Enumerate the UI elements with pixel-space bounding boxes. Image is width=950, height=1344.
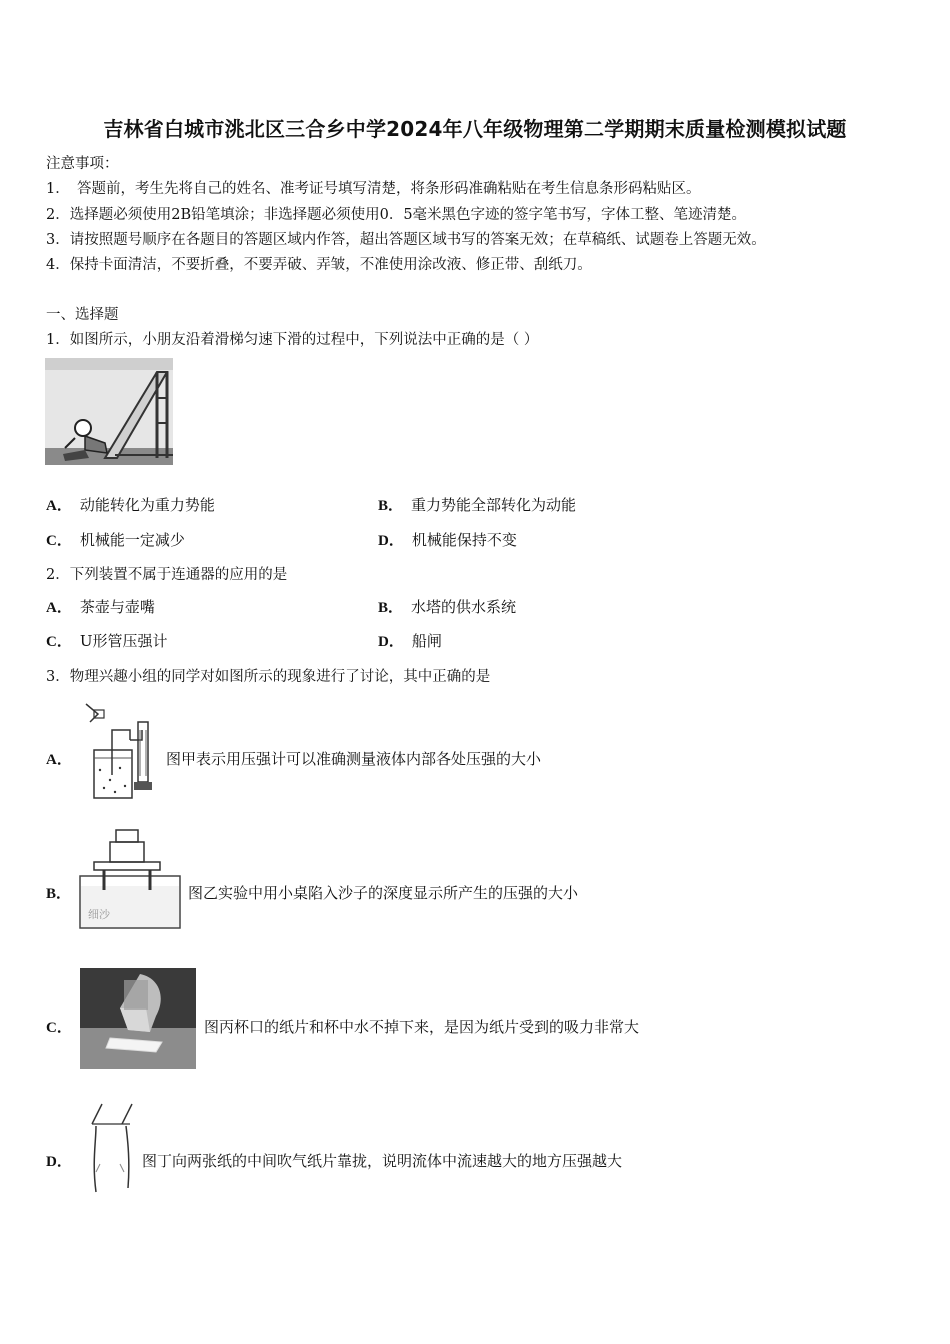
q3-option-c-label[interactable]: C． — [46, 1020, 72, 1036]
paper-sheets-figure — [86, 1102, 138, 1194]
note-item-1: 1． 答题前，考生先将自己的姓名、准考证号填写清楚，将条形码准确粘贴在考生信息条形码粘贴区。 — [46, 181, 701, 197]
q3-option-b-label[interactable]: B． — [46, 886, 72, 902]
note-item-4: 4．保持卡面清洁，不要折叠，不要弄破、弄皱，不准使用涂改液、修正带、刮纸刀。 — [46, 257, 592, 273]
q3-option-d-label[interactable]: D． — [46, 1154, 72, 1170]
q3-option-a-text: 图甲表示用压强计可以准确测量液体内部各处压强的大小 — [166, 750, 542, 768]
q1-option-d[interactable]: D． 机械能保持不变 — [378, 531, 517, 549]
q3-option-a-label[interactable]: A． — [46, 752, 72, 768]
q2-option-a[interactable]: A． 茶壶与壶嘴 — [46, 598, 155, 616]
pressure-gauge-figure — [80, 700, 160, 804]
q3-stem: 3．物理兴趣小组的同学对如图所示的现象进行了讨论，其中正确的是 — [46, 669, 491, 685]
q1-option-a[interactable]: A． 动能转化为重力势能 — [46, 496, 215, 514]
q2-option-c[interactable]: C． U形管压强计 — [46, 632, 168, 650]
sand-table-figure — [78, 826, 184, 930]
note-item-2: 2．选择题必须使用2B铅笔填涂；非选择题必须使用0．5毫米黑色字迹的签字笔书写，字体工整、笔迹清楚。 — [46, 207, 747, 223]
slide-figure — [45, 358, 173, 465]
q1-option-c[interactable]: C． 机械能一定减少 — [46, 531, 185, 549]
q1-option-b[interactable]: B． 重力势能全部转化为动能 — [378, 496, 577, 514]
q3-option-b-text: 图乙实验中用小桌陷入沙子的深度显示所产生的压强的大小 — [188, 884, 579, 902]
q2-option-d[interactable]: D． 船闸 — [378, 632, 442, 650]
sand-label: 细沙 — [88, 908, 110, 921]
section-heading: 一、选择题 — [46, 307, 119, 323]
q1-stem: 1．如图所示，小朋友沿着滑梯匀速下滑的过程中，下列说法中正确的是（ ） — [46, 332, 539, 348]
q3-option-c-text: 图丙杯口的纸片和杯中水不掉下来，是因为纸片受到的吸力非常大 — [204, 1018, 640, 1036]
exam-title: 吉林省白城市洮北区三合乡中学2024年八年级物理第二学期期末质量检测模拟试题 — [103, 117, 847, 141]
note-item-3: 3．请按照题号顺序在各题目的答题区域内作答，超出答题区域书写的答案无效；在草稿纸、试题卷上答题无效。 — [46, 232, 766, 248]
q3-option-d-text: 图丁向两张纸的中间吹气纸片靠拢，说明流体中流速越大的地方压强越大 — [142, 1152, 623, 1170]
q2-option-b[interactable]: B． 水塔的供水系统 — [378, 598, 517, 616]
q2-stem: 2．下列装置不属于连通器的应用的是 — [46, 567, 288, 583]
cup-paper-figure — [80, 968, 196, 1069]
notes-heading: 注意事项： — [46, 156, 119, 172]
